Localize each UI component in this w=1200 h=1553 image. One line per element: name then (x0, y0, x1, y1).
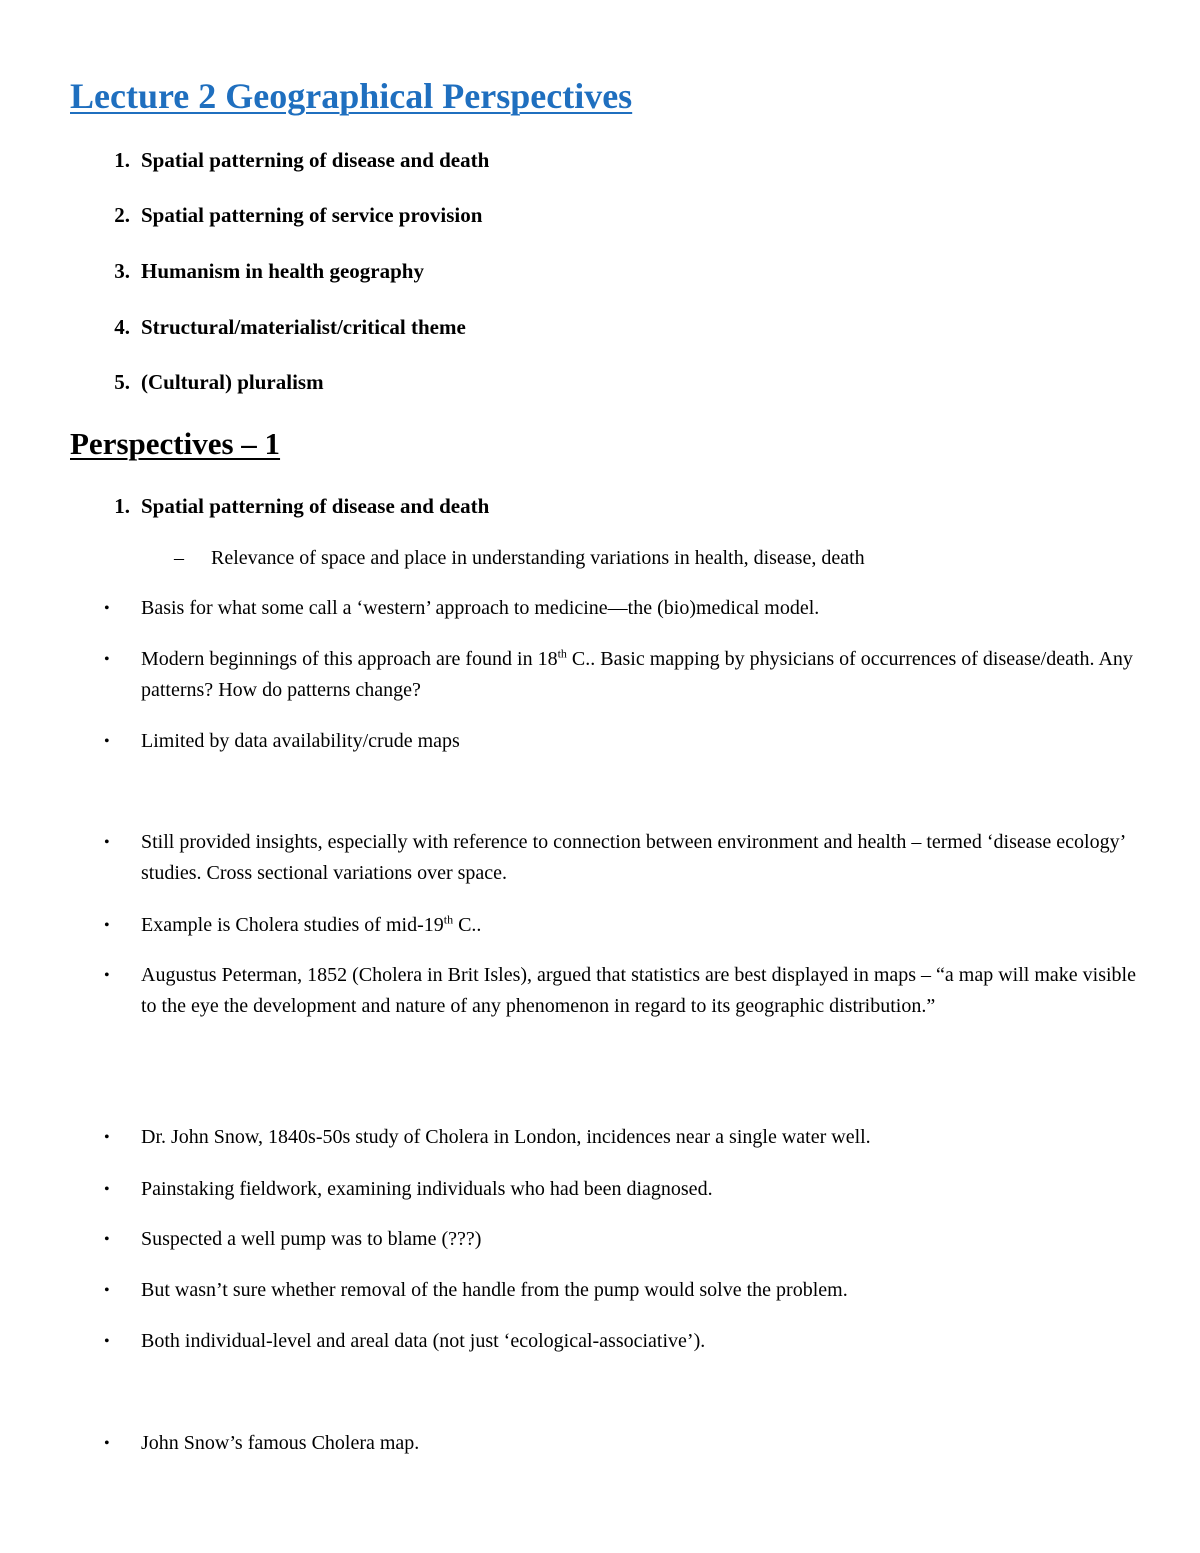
dash-marker: – (174, 547, 184, 569)
superscript: th (557, 646, 567, 661)
outline-number: 4. (114, 315, 130, 339)
superscript: th (443, 912, 454, 927)
bullet-text: Example is Cholera studies of mid-19th C.. (141, 912, 482, 936)
outline-number: 1. (114, 148, 130, 172)
bullet-marker: • (104, 917, 110, 934)
bullet-marker: • (104, 1282, 110, 1299)
bullet-marker: • (104, 1181, 110, 1198)
bullet-text: Painstaking fieldwork, examining individuals who had been diagnosed. (141, 1178, 713, 1200)
bullet-text: Suspected a well pump was to blame (???) (141, 1228, 482, 1250)
bullet-marker: • (104, 1231, 110, 1248)
bullet-marker: • (104, 1435, 110, 1452)
outline-item: Spatial patterning of disease and death (141, 148, 490, 172)
bullet-text: But wasn’t sure whether removal of the handle from the pump would solve the problem. (141, 1279, 848, 1301)
document-title: Lecture 2 Geographical Perspectives (70, 76, 633, 116)
outline-number: 2. (114, 203, 130, 227)
bullet-marker: • (104, 651, 110, 668)
outline-item: Spatial patterning of service provision (141, 203, 483, 227)
bullet-text: Augustus Peterman, 1852 (Cholera in Brit Isles), argued that statistics are best displayed in maps – “a map will make visible to the eye the development and nature of any phenomenon in regard to its geographic distribution.” (141, 964, 1136, 1017)
outline-item: (Cultural) pluralism (141, 370, 324, 394)
bullet-text: Limited by data availability/crude maps (141, 730, 460, 752)
sub-point: Relevance of space and place in understanding variations in health, disease, death (211, 547, 865, 569)
bullet-text: John Snow’s famous Cholera map. (141, 1432, 420, 1454)
outline-number: 5. (114, 370, 130, 394)
bullet-marker: • (104, 733, 110, 750)
outline-item: Structural/materialist/critical theme (141, 315, 466, 339)
bullet-text: Both individual-level and areal data (not just ‘ecological-associative’). (141, 1330, 706, 1352)
bullet-marker: • (104, 1129, 110, 1146)
section-heading: Perspectives – 1 (70, 426, 281, 461)
bullet-text: Modern beginnings of this approach are found in 18th C.. Basic mapping by physicians of occurrences of disease/death. Any patterns? How do patterns change? (141, 646, 1133, 701)
outline-number: 3. (114, 259, 130, 283)
section-item-number: 1. (114, 494, 130, 518)
bullet-marker: • (104, 834, 110, 851)
bullet-marker: • (104, 600, 110, 617)
outline-item: Humanism in health geography (141, 259, 424, 283)
section-item: Spatial patterning of disease and death (141, 494, 490, 518)
bullet-text: Basis for what some call a ‘western’ approach to medicine—the (bio)medical model. (141, 597, 820, 619)
bullet-text: Dr. John Snow, 1840s-50s study of Cholera in London, incidences near a single water well. (141, 1126, 871, 1148)
bullet-marker: • (104, 967, 110, 984)
bullet-text: Still provided insights, especially with reference to connection between environment and health – termed ‘disease ecology’ studies. Cross sectional variations over space. (141, 831, 1125, 884)
bullet-marker: • (104, 1333, 110, 1350)
